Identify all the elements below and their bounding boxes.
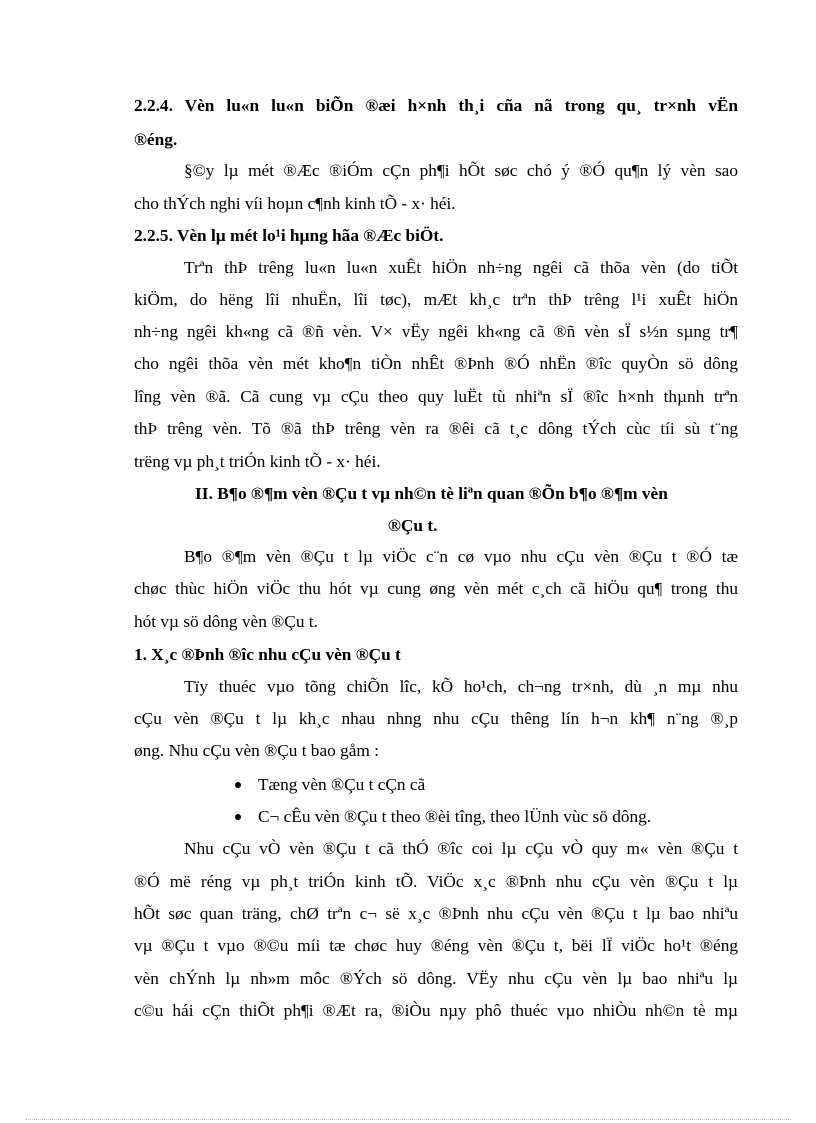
paragraph-line: Tïy thuéc vµo tõng chiÕn lîc, kÕ ho¹ch, ch¬ng tr×nh, dù ¸n mµ nhu <box>184 677 738 696</box>
footer-divider <box>25 1119 791 1120</box>
paragraph-line: øng. Nhu cÇu vèn ®Çu t bao gåm : <box>134 741 379 760</box>
paragraph-line: trëng vµ ph¸t triÓn kinh tÕ - x· héi. <box>134 452 381 471</box>
paragraph-line: Nhu cÇu vÒ vèn ®Çu t cã thÓ ®îc coi lµ cÇu vÒ quy m« vèn ®Çu t <box>184 839 738 858</box>
paragraph-line: cÇu vèn ®Çu t lµ kh¸c nhau nhng nhu cÇu thêng lín h¬n kh¶ n¨ng ®¸p <box>134 709 738 728</box>
heading-section-2: II. B¶o ®¶m vèn ®Çu t vµ nh©n tè liªn quan ®Õn b¶o ®¶m vèn <box>195 484 668 503</box>
paragraph-line: c©u hái cÇn thiÕt ph¶i ®Æt ra, ®iÒu nµy phô thuéc vµo nhiÒu nh©n tè mµ <box>134 1001 738 1020</box>
paragraph-line: chøc thùc hiÖn viÖc thu hót vµ cung øng vèn mét c¸ch cã hiÖu qu¶ trong thu <box>134 579 738 598</box>
paragraph-line: vµ ®Çu t vµo ®©u míi tæ chøc huy ®éng vèn ®Çu t, bëi lÏ viÖc ho¹t ®éng <box>134 936 738 955</box>
heading-2-2-4: 2.2.4. Vèn lu«n lu«n biÕn ®æi h×nh th¸i cña nã trong qu¸ tr×nh vËn <box>134 96 738 115</box>
bullet-icon <box>235 814 241 820</box>
heading-2-2-5: 2.2.5. Vèn lµ mét lo¹i hµng hãa ®Æc biÖt. <box>134 226 444 245</box>
paragraph-line: nh÷ng ngêi kh«ng cã ®ñ vèn. V× vËy ngêi kh«ng cã ®ñ vèn sÏ s½n sµng tr¶ <box>134 322 738 341</box>
paragraph-line: §©y lµ mét ®Æc ®iÓm cÇn ph¶i hÕt søc chó ý ®Ó qu¶n lý vèn sao <box>184 161 738 180</box>
heading-section-2-cont: ®Çu t. <box>388 516 438 535</box>
paragraph-line: cho ngêi thõa vèn mét kho¶n tiÒn nhÊt ®Þnh ®Ó nhËn ®îc quyÒn sö dông <box>134 354 738 373</box>
paragraph-line: vèn chÝnh lµ nh»m môc ®Ých sö dông. VËy nhu cÇu vèn lµ bao nhiªu lµ <box>134 969 738 988</box>
paragraph-line: B¶o ®¶m vèn ®Çu t lµ viÖc c¨n cø vµo nhu cÇu vèn ®Çu t ®Ó tæ <box>184 547 738 566</box>
bullet-item: Tæng vèn ®Çu t cÇn cã <box>258 775 426 794</box>
bullet-item: C¬ cÊu vèn ®Çu t theo ®èi tîng, theo lÜnh vùc sö dông. <box>258 807 652 826</box>
paragraph-line: kiÖm, do hëng lîi nhuËn, lîi tøc), mÆt kh¸c trªn thÞ trêng l¹i xuÊt hiÖn <box>134 290 738 309</box>
bullet-icon <box>235 782 241 788</box>
paragraph-line: cho thÝch nghi víi hoµn c¶nh kinh tÕ - x· héi. <box>134 194 456 213</box>
paragraph-line: hÕt søc quan träng, chØ trªn c¬ së x¸c ®Þnh nhu cÇu vèn ®Çu t lµ bao nhiªu <box>134 904 738 923</box>
heading-1: 1. X¸c ®Þnh ®îc nhu cÇu vèn ®Çu t <box>134 645 401 664</box>
paragraph-line: ®Ó më réng vµ ph¸t triÓn kinh tÕ. ViÖc x¸c ®Þnh nhu cÇu vèn ®Çu t lµ <box>134 872 738 891</box>
paragraph-line: thÞ trêng vèn. Tõ ®ã thÞ trêng vèn ra ®êi cã t¸c dông tÝch cùc tíi sù t¨ng <box>134 419 738 438</box>
paragraph-line: hót vµ sö dông vèn ®Çu t. <box>134 612 318 631</box>
paragraph-line: lîng vèn ®ã. Cã cung vµ cÇu theo quy luËt tù nhiªn sÏ ®îc h×nh thµnh trªn <box>134 387 738 406</box>
heading-2-2-4-cont: ®éng. <box>134 130 178 149</box>
paragraph-line: Trªn thÞ trêng lu«n lu«n xuÊt hiÖn nh÷ng ngêi cã thõa vèn (do tiÕt <box>184 258 738 277</box>
